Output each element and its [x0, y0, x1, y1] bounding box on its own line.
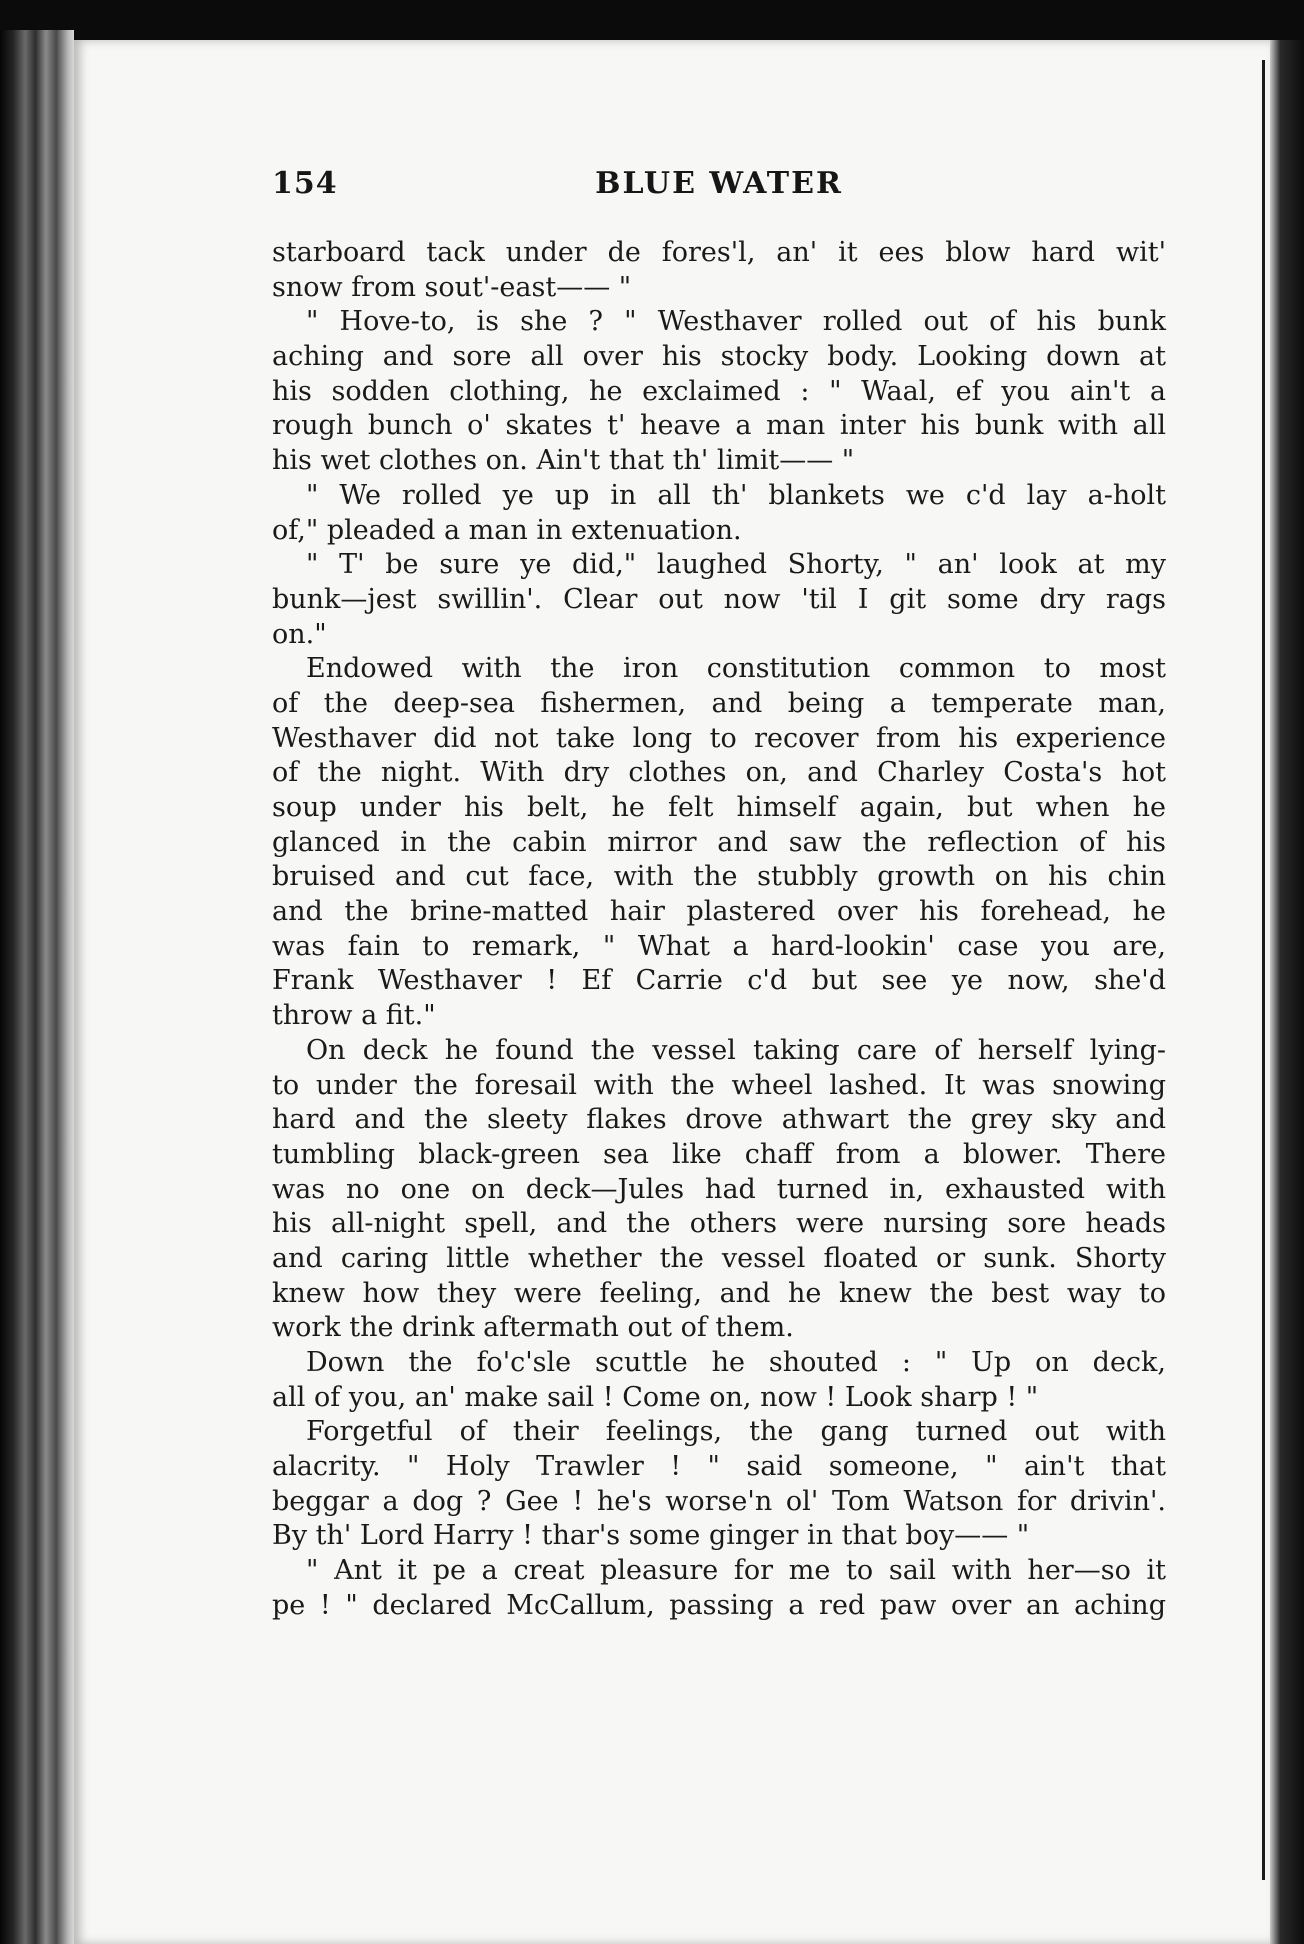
scan-right-border: [1270, 40, 1304, 1944]
text-line: aching and sore all over his stocky body. Looking down at: [272, 341, 1166, 373]
text-line: and caring little whether the vessel floated or sunk. Shorty: [272, 1242, 1166, 1274]
text-line: hard and the sleety flakes drove athwart the grey sky and: [272, 1104, 1166, 1136]
text-line: work the drink aftermath out of them.: [272, 1312, 794, 1344]
text-line: pe ! " declared McCallum, passing a red paw over an aching: [272, 1589, 1166, 1621]
text-line: soup under his belt, he felt himself again, but when he: [272, 792, 1166, 823]
text-line: on.": [272, 618, 327, 650]
text-line: of the deep-sea fishermen, and being a temperate man,: [272, 687, 1166, 719]
text-line: Westhaver did not take long to recover from his experience: [272, 722, 1166, 754]
text-line: of," pleaded a man in extenuation.: [272, 514, 742, 546]
text-line: to under the foresail with the wheel lashed. It was snowing: [272, 1069, 1166, 1101]
text-line: On deck he found the vessel taking care of herself lying-: [306, 1034, 1166, 1066]
text-line: bruised and cut face, with the stubbly growth on his chin: [272, 861, 1166, 893]
text-line: Frank Westhaver ! Ef Carrie c'd but see ye now, she'd: [272, 965, 1166, 997]
scan-top-border: [0, 0, 1304, 44]
text-line: his all-night spell, and the others were nursing sore heads: [272, 1208, 1166, 1240]
text-line: snow from sout'-east—— ": [272, 271, 632, 303]
page-right-edge-line: [1262, 60, 1265, 1880]
page-header: [272, 166, 1166, 214]
text-line: rough bunch o' skates t' heave a man inter his bunk with all: [272, 410, 1166, 442]
text-line: bunk—jest swillin'. Clear out now 'til I git some dry rags: [272, 583, 1166, 615]
body-text: [272, 236, 1166, 1624]
text-line: was fain to remark, " What a hard-lookin' case you are,: [272, 930, 1166, 962]
text-line: glanced in the cabin mirror and saw the reflection of his: [272, 826, 1166, 858]
text-line: " T' be sure ye did," laughed Shorty, " an' look at my: [306, 549, 1166, 581]
text-line: his wet clothes on. Ain't that th' limit—— ": [272, 445, 855, 477]
text-line: " Ant it pe a creat pleasure for me to sail with her—so it: [306, 1555, 1166, 1587]
text-line: knew how they were feeling, and he knew the best way to: [272, 1277, 1166, 1309]
text-line: of the night. With dry clothes on, and Charley Costa's hot: [272, 757, 1166, 789]
text-line: alacrity. " Holy Trawler ! " said someone, " ain't that: [272, 1451, 1166, 1483]
book-spine-edge: [0, 30, 74, 1944]
text-line: " We rolled ye up in all th' blankets we c'd lay a-holt: [306, 479, 1166, 511]
text-line: all of you, an' make sail ! Come on, now ! Look sharp ! ": [272, 1381, 1039, 1413]
text-line: starboard tack under de fores'l, an' it ees blow hard wit': [272, 237, 1166, 268]
text-line: throw a fit.": [272, 1000, 436, 1032]
text-line: tumbling black-green sea like chaff from a blower. There: [272, 1138, 1166, 1170]
page-number: 154: [272, 166, 338, 201]
text-line: " Hove-to, is she ? " Westhaver rolled out of his bunk: [306, 306, 1166, 338]
text-line: By th' Lord Harry ! thar's some ginger in that boy—— ": [272, 1520, 1030, 1552]
text-line: Down the fo'c'sle scuttle he shouted : " Up on deck,: [306, 1347, 1166, 1378]
text-line: Endowed with the iron constitution common to most: [306, 653, 1166, 685]
text-line: Forgetful of their feelings, the gang turned out with: [306, 1416, 1166, 1448]
text-line: and the brine-matted hair plastered over his forehead, he: [272, 896, 1166, 928]
text-line: his sodden clothing, he exclaimed : " Waal, ef you ain't a: [272, 375, 1166, 407]
text-line: was no one on deck—Jules had turned in, exhausted with: [272, 1173, 1166, 1205]
text-line: beggar a dog ? Gee ! he's worse'n ol' Tom Watson for drivin'.: [272, 1485, 1166, 1517]
running-head: BLUE WATER: [595, 166, 843, 201]
